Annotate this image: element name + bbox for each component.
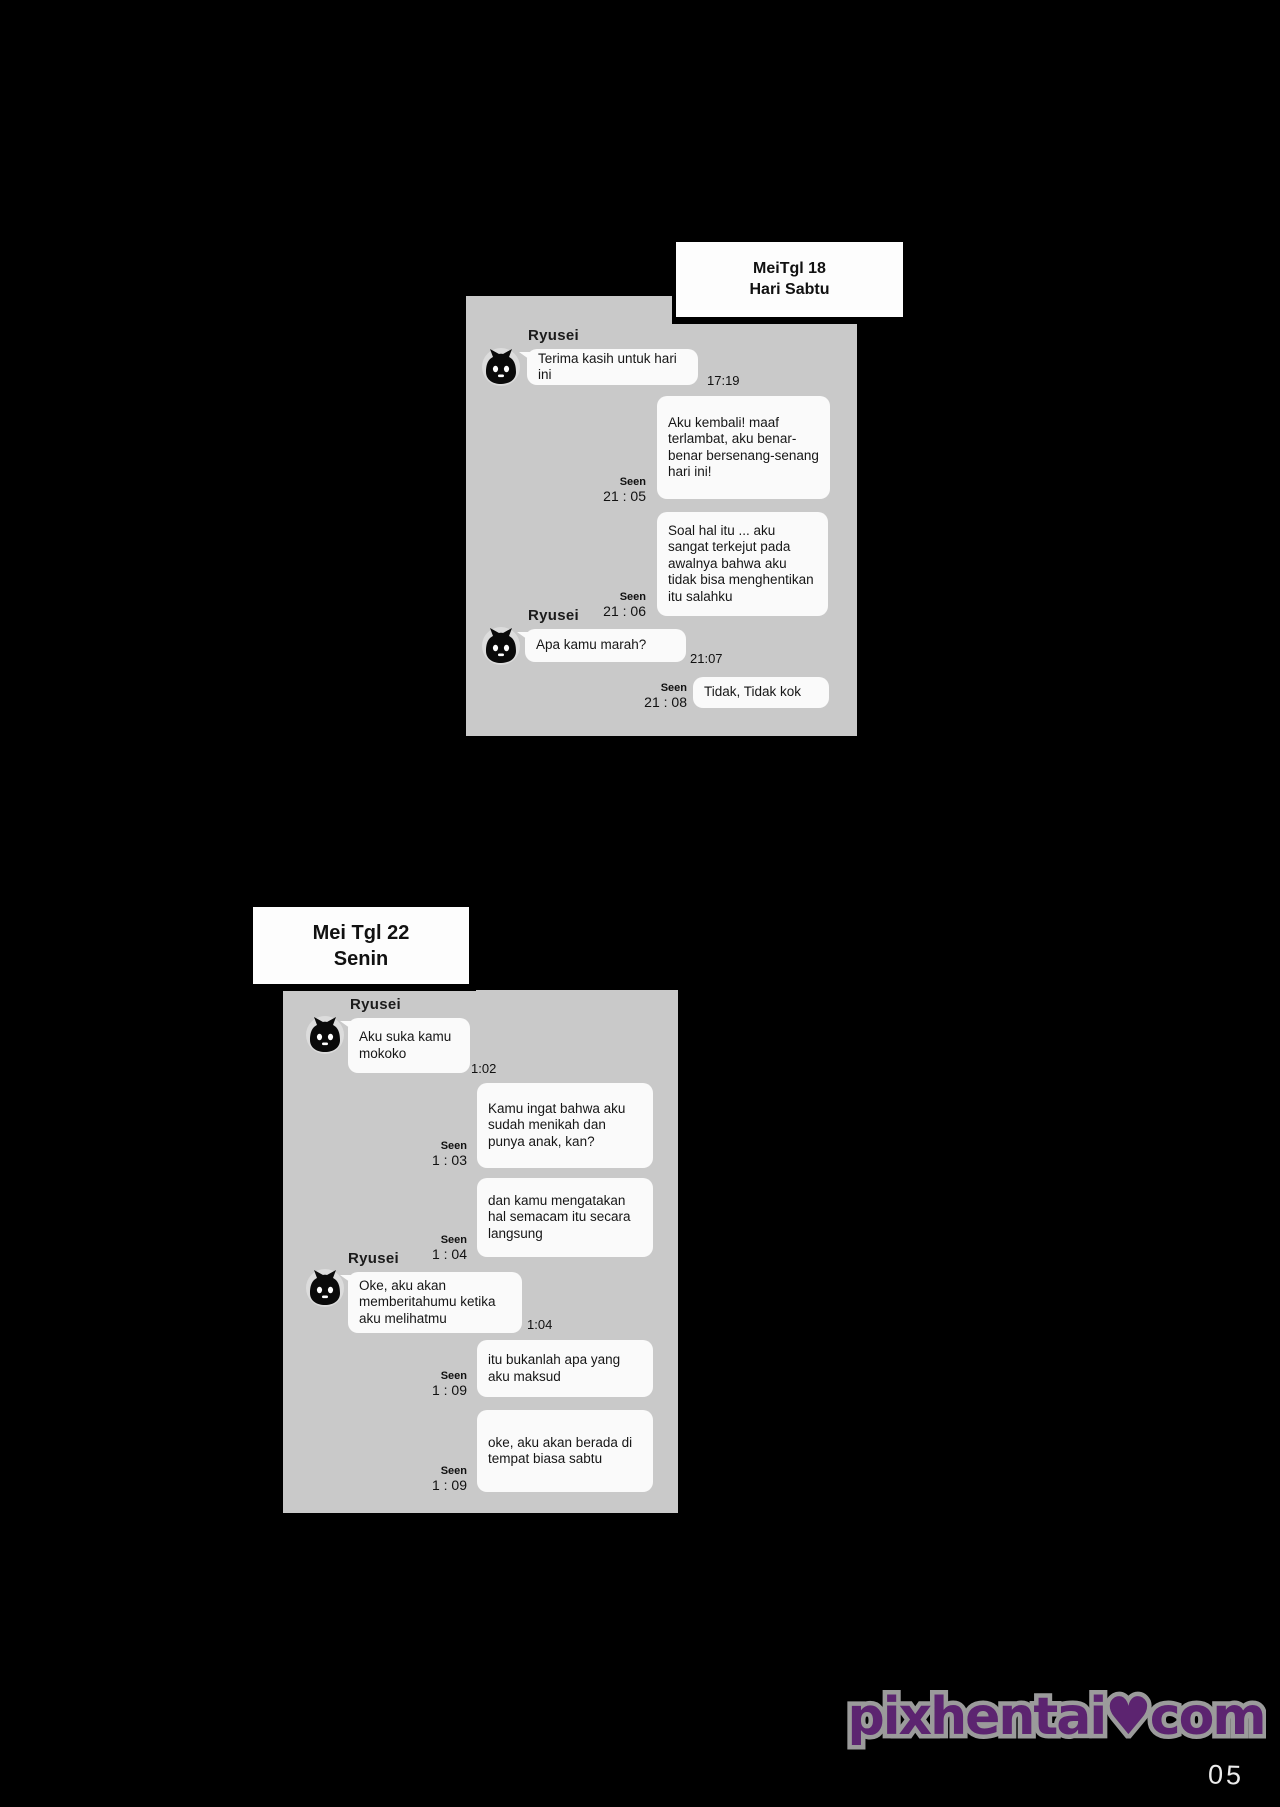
message-bubble: Aku kembali! maaf terlambat, aku benar-benar bersenang-senang hari ini! [657, 396, 830, 499]
watermark [846, 1678, 1266, 1758]
message-time: 21 : 06 [603, 603, 646, 620]
message-meta [617, 682, 687, 710]
message-time: 17:19 [707, 373, 740, 388]
seen-label: Seen [660, 682, 687, 694]
chat-panel-2 [283, 990, 678, 1513]
sender-name: Ryusei [528, 327, 579, 344]
day-line: Hari Sabtu [749, 280, 830, 298]
message-meta [397, 1234, 467, 1262]
day-line: Senin [333, 947, 389, 970]
watermark-text: pixhentai♥com [847, 1687, 1265, 1747]
date-divider-2 [253, 907, 469, 984]
message-bubble: itu bukanlah apa yang aku maksud [477, 1340, 653, 1397]
cat-avatar-icon [305, 1269, 345, 1307]
message-time: 1:04 [527, 1317, 553, 1332]
cat-avatar-icon [305, 1016, 345, 1054]
seen-label: Seen [440, 1234, 467, 1246]
message-bubble: Oke, aku akan memberitahumu ketika aku melihatmu [348, 1272, 522, 1333]
message-time: 1:02 [471, 1061, 497, 1076]
page-number: 05 [1207, 1759, 1245, 1791]
message-bubble: Kamu ingat bahwa aku sudah menikah dan punya anak, kan? [477, 1083, 653, 1168]
date-line: MeiTgl 18 [753, 259, 826, 277]
chat-panel-1 [466, 296, 857, 736]
message-bubble: Terima kasih untuk hari ini [527, 349, 698, 385]
message-bubble: dan kamu mengatakan hal semacam itu secara langsung [477, 1178, 653, 1257]
message-bubble: Aku suka kamu mokoko [348, 1018, 470, 1073]
sender-name: Ryusei [350, 996, 401, 1013]
cat-avatar-icon [481, 627, 521, 665]
seen-label: Seen [619, 476, 646, 488]
message-time: 21 : 05 [603, 488, 646, 505]
sender-name: Ryusei [348, 1250, 399, 1267]
cat-avatar-icon [481, 348, 521, 386]
message-meta [576, 476, 646, 504]
message-time: 1 : 03 [431, 1152, 467, 1169]
message-bubble: Apa kamu marah? [525, 629, 686, 662]
seen-label: Seen [440, 1465, 467, 1477]
sender-name: Ryusei [528, 607, 579, 624]
seen-label: Seen [440, 1370, 467, 1382]
date-divider-1 [676, 242, 903, 317]
message-time: 1 : 09 [431, 1477, 467, 1494]
message-bubble: Soal hal itu ... aku sangat terkejut pada awalnya bahwa aku tidak bisa menghentikan itu salahku [657, 512, 828, 616]
seen-label: Seen [440, 1140, 467, 1152]
message-meta [576, 591, 646, 619]
message-meta [397, 1370, 467, 1398]
message-meta [397, 1140, 467, 1168]
message-time: 1 : 04 [431, 1246, 467, 1263]
message-time: 21:07 [690, 651, 723, 666]
message-bubble: oke, aku akan berada di tempat biasa sabtu [477, 1410, 653, 1492]
message-bubble: Tidak, Tidak kok [693, 677, 829, 708]
message-time: 1 : 09 [431, 1382, 467, 1399]
date-line: Mei Tgl 22 [312, 921, 410, 944]
seen-label: Seen [619, 591, 646, 603]
message-meta [397, 1465, 467, 1493]
message-time: 21 : 08 [644, 694, 687, 711]
